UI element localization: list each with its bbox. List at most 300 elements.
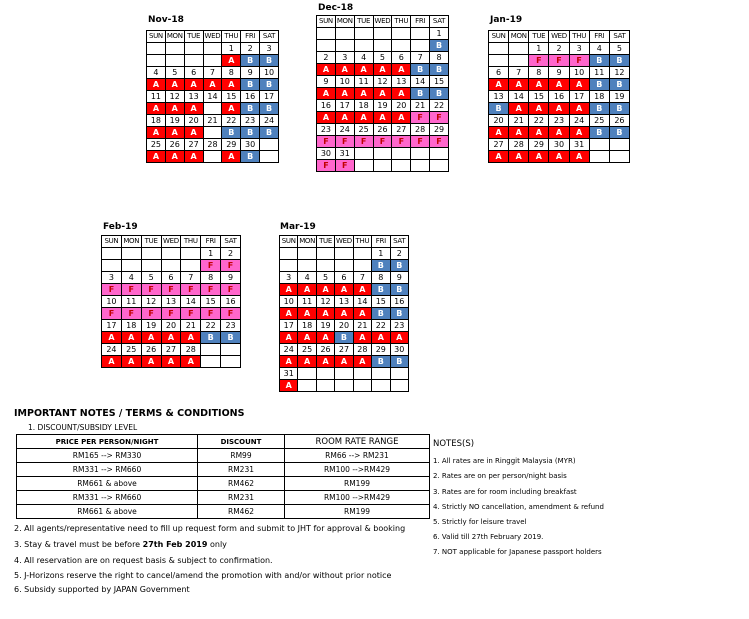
date-cell: 2 [549,43,569,55]
date-cell: 28 [509,139,529,151]
date-cell: 16 [549,91,569,103]
rate-code-cell: A [549,103,569,115]
date-cell: 19 [316,320,334,332]
date-cell [317,28,336,40]
date-cell: 29 [372,344,390,356]
date-cell: 14 [411,76,430,88]
rate-code-cell: A [280,380,298,392]
rate-code-cell: A [147,127,166,139]
date-cell: 9 [241,67,260,79]
right-notes-title: NOTES(S) [433,439,475,449]
rate-code-cell: A [509,127,529,139]
weekday-header: FRI [241,31,260,43]
rate-code-cell: B [372,260,390,272]
rate-code-cell: F [354,136,373,148]
rate-code-cell: F [141,284,161,296]
right-note-4: 4. Strictly NO cancellation, amendment & refund [433,503,604,511]
weekday-header: FRI [201,236,221,248]
table-row [17,505,430,519]
date-cell: 9 [221,272,241,284]
date-row [102,248,241,260]
date-cell: 7 [353,272,371,284]
term-6: 6. Subsidy supported by JAPAN Government [14,585,190,594]
date-cell: 25 [298,344,316,356]
date-cell: 20 [161,320,181,332]
date-cell: 7 [203,67,222,79]
date-cell [373,28,392,40]
rate-code-cell: F [411,136,430,148]
date-cell: 17 [102,320,122,332]
rate-code-cell: A [147,79,166,91]
date-cell [354,148,373,160]
date-cell [316,368,334,380]
weekday-header: FRI [372,236,390,248]
date-cell: 31 [335,148,354,160]
right-note-7: 7. NOT applicable for Japanese passport holders [433,548,602,556]
date-cell: 24 [569,115,589,127]
rate-code-cell: B [390,308,408,320]
rate-code-cell: A [569,103,589,115]
rate-code-cell [280,260,298,272]
rate-code-cell: A [203,79,222,91]
date-cell: 11 [589,67,609,79]
rates-header-row [17,435,430,449]
date-cell: 4 [147,67,166,79]
date-cell: 14 [181,296,201,308]
rate-code-cell: B [335,332,353,344]
rate-code-cell: A [280,284,298,296]
rate-code-cell: B [609,55,629,67]
date-cell: 8 [430,52,449,64]
date-cell: 3 [102,272,122,284]
rate-code-cell: F [221,284,241,296]
date-row [102,320,241,332]
table-row [17,477,430,491]
rate-code-row [147,55,279,67]
rate-code-cell [181,260,201,272]
date-cell: 11 [121,296,141,308]
weekday-header: FRI [589,31,609,43]
rate-code-cell: A [335,356,353,368]
rate-code-cell: A [280,356,298,368]
date-row [317,148,449,160]
date-cell: 5 [141,272,161,284]
date-cell [335,368,353,380]
date-cell: 29 [430,124,449,136]
date-cell [335,248,353,260]
calendar-title-mar19: Mar-19 [280,222,316,232]
date-cell: 4 [298,272,316,284]
date-cell: 15 [201,296,221,308]
rate-code-cell: A [373,112,392,124]
weekday-header: WED [373,16,392,28]
right-note-3: 3. Rates are for room including breakfast [433,488,577,496]
date-cell: 3 [335,52,354,64]
date-cell [392,148,411,160]
date-cell: 31 [280,368,298,380]
rate-code-cell [609,151,629,163]
rate-code-cell: F [161,308,181,320]
date-cell: 19 [165,115,184,127]
rate-code-cell: B [222,127,241,139]
weekday-header: TUE [184,31,203,43]
rate-code-cell: A [390,332,408,344]
rate-code-cell: B [609,79,629,91]
rate-code-cell: F [317,136,336,148]
price-cell: RM661 & above [17,477,198,491]
rate-code-cell: B [430,40,449,52]
date-cell: 10 [280,296,298,308]
rate-code-cell: A [165,151,184,163]
rate-code-cell: A [316,308,334,320]
date-cell: 19 [609,91,629,103]
date-cell [121,248,141,260]
weekday-header: TUE [316,236,334,248]
date-cell: 29 [529,139,549,151]
rate-code-cell: A [335,64,354,76]
date-cell: 1 [430,28,449,40]
date-cell: 10 [102,296,122,308]
rate-code-cell: A [298,284,316,296]
date-cell [430,148,449,160]
rate-code-cell: F [121,308,141,320]
date-cell: 20 [392,100,411,112]
date-row [317,124,449,136]
room-rate-cell: RM199 [285,477,430,491]
date-cell: 24 [280,344,298,356]
date-row [280,368,409,380]
room-rate-cell: RM66 --> RM231 [285,449,430,463]
rate-code-cell: A [316,332,334,344]
date-cell [102,248,122,260]
notes-heading: IMPORTANT NOTES / TERMS & CONDITIONS [14,408,245,419]
calendar-feb19 [101,235,241,368]
term-2: 2. All agents/representative need to fill up request form and submit to JHT for approval & booking [14,524,406,533]
rate-code-cell: A [529,151,549,163]
rate-code-cell: A [317,88,336,100]
weekday-header: WED [161,236,181,248]
weekday-header: WED [549,31,569,43]
date-cell: 27 [335,344,353,356]
price-header: PRICE PER PERSON/NIGHT [17,435,198,449]
date-cell: 18 [121,320,141,332]
calendar-title-feb19: Feb-19 [103,222,138,232]
date-cell [372,368,390,380]
date-cell: 20 [184,115,203,127]
date-cell: 18 [147,115,166,127]
rate-code-cell: A [161,332,181,344]
rate-code-cell: A [489,151,509,163]
rate-code-cell: F [121,284,141,296]
rate-code-cell [161,260,181,272]
date-cell: 26 [316,344,334,356]
date-cell: 22 [222,115,241,127]
date-cell: 13 [184,91,203,103]
rate-code-cell [335,40,354,52]
date-cell: 7 [181,272,201,284]
date-cell: 26 [165,139,184,151]
rate-code-cell: A [147,103,166,115]
discount-cell: RM231 [198,491,285,505]
term-4: 4. All reservation are on request basis & subject to confirmation. [14,556,273,565]
rate-code-cell: A [184,127,203,139]
date-cell: 30 [390,344,408,356]
rate-code-cell: A [353,308,371,320]
rate-code-cell: A [489,79,509,91]
weekday-header: MON [165,31,184,43]
rate-code-cell [203,127,222,139]
rate-code-cell [203,151,222,163]
date-cell: 14 [353,296,371,308]
rate-code-cell: B [372,356,390,368]
rate-code-cell [335,260,353,272]
rate-code-cell: A [549,127,569,139]
date-cell: 13 [335,296,353,308]
room-rate-cell: RM199 [285,505,430,519]
price-cell: RM661 & above [17,505,198,519]
rate-code-cell: A [280,332,298,344]
rate-code-cell: A [373,88,392,100]
rate-code-cell: A [569,127,589,139]
date-cell: 27 [392,124,411,136]
date-cell: 31 [569,139,589,151]
rate-code-cell: A [373,64,392,76]
rate-code-cell: F [569,55,589,67]
date-cell: 14 [509,91,529,103]
date-cell [298,368,316,380]
date-cell: 23 [390,320,408,332]
date-cell: 8 [222,67,241,79]
rate-code-cell: A [184,79,203,91]
date-cell: 25 [354,124,373,136]
rate-code-row [147,79,279,91]
rate-code-cell: B [241,103,260,115]
date-cell: 27 [161,344,181,356]
subsidy-heading: 1. DISCOUNT/SUBSIDY LEVEL [28,423,138,432]
date-cell: 22 [372,320,390,332]
date-cell: 24 [335,124,354,136]
rate-code-cell [203,55,222,67]
date-row [489,115,630,127]
date-cell: 12 [165,91,184,103]
rate-code-cell: A [509,151,529,163]
date-cell: 1 [222,43,241,55]
rate-code-cell: A [392,64,411,76]
rate-code-row [280,284,409,296]
rate-code-cell: B [241,151,260,163]
rate-code-cell: A [222,55,241,67]
rate-code-cell: B [430,64,449,76]
rate-code-cell: F [102,284,122,296]
date-cell [201,344,221,356]
rate-code-row [489,151,630,163]
rate-code-cell: A [317,112,336,124]
calendar-dec18 [316,15,449,172]
weekday-header: MON [509,31,529,43]
date-cell: 23 [241,115,260,127]
date-cell [316,248,334,260]
rate-code-cell [509,55,529,67]
rate-code-row [489,103,630,115]
discount-cell: RM99 [198,449,285,463]
rate-code-cell [298,260,316,272]
date-cell: 15 [222,91,241,103]
calendar-nov18 [146,30,279,163]
calendar-jan19 [488,30,630,163]
right-note-6: 6. Valid till 27th February 2019. [433,533,544,541]
rate-code-cell: A [165,103,184,115]
rate-code-cell: F [201,260,221,272]
date-cell: 5 [609,43,629,55]
rate-code-cell [392,160,411,172]
rate-code-cell: A [354,112,373,124]
date-cell: 21 [203,115,222,127]
date-cell: 2 [317,52,336,64]
rate-code-cell: A [165,127,184,139]
rate-code-cell: A [509,103,529,115]
date-cell [203,43,222,55]
rate-code-cell: A [181,356,201,368]
weekday-header: MON [121,236,141,248]
date-row [280,296,409,308]
rate-code-row [317,88,449,100]
date-cell: 3 [260,43,279,55]
term-3-text: 3. Stay & travel must be before [14,540,143,549]
date-cell [181,248,201,260]
date-cell: 27 [184,139,203,151]
rate-code-cell: B [589,55,609,67]
date-row [317,28,449,40]
date-cell: 22 [529,115,549,127]
date-cell [141,248,161,260]
date-cell: 15 [529,91,549,103]
weekday-header: TUE [141,236,161,248]
weekday-header: THU [569,31,589,43]
rate-code-cell: F [181,284,201,296]
weekday-header: SAT [430,16,449,28]
date-cell [489,43,509,55]
term-3-date: 27th Feb 2019 [142,540,208,549]
rate-code-cell [411,40,430,52]
rate-code-row [102,308,241,320]
rate-code-cell: F [201,308,221,320]
date-cell: 22 [201,320,221,332]
rate-code-cell [335,380,353,392]
date-row [280,320,409,332]
rate-code-row [147,103,279,115]
date-cell: 27 [489,139,509,151]
rate-code-cell: B [201,332,221,344]
date-cell: 22 [430,100,449,112]
rate-code-cell: A [529,127,549,139]
date-cell [353,368,371,380]
date-cell: 15 [430,76,449,88]
date-cell [353,248,371,260]
date-cell: 16 [221,296,241,308]
calendar-title-dec18: Dec-18 [318,3,354,13]
rate-code-cell: B [609,127,629,139]
rate-code-cell [201,356,221,368]
date-cell: 1 [201,248,221,260]
rate-code-cell: F [335,160,354,172]
date-cell: 14 [203,91,222,103]
rate-code-row [489,127,630,139]
date-cell: 7 [509,67,529,79]
date-cell [509,43,529,55]
date-row [280,248,409,260]
date-cell: 8 [201,272,221,284]
rate-code-cell: A [372,332,390,344]
rate-code-cell [354,160,373,172]
rate-code-row [102,260,241,272]
calendar-mar19 [279,235,409,392]
weekday-header: WED [203,31,222,43]
date-row [147,67,279,79]
rate-code-cell: B [390,356,408,368]
date-row [102,296,241,308]
date-cell: 21 [411,100,430,112]
weekday-header: THU [222,31,241,43]
date-cell: 9 [390,272,408,284]
date-cell: 8 [372,272,390,284]
rate-code-cell: B [260,127,279,139]
date-cell: 10 [335,76,354,88]
rate-code-cell: A [316,356,334,368]
rate-code-cell: B [390,284,408,296]
date-cell: 4 [121,272,141,284]
date-row [147,43,279,55]
rate-code-cell: F [317,160,336,172]
rate-code-cell [121,260,141,272]
weekday-header-row [102,236,241,248]
date-cell: 6 [184,67,203,79]
right-note-2: 2. Rates are on per person/night basis [433,472,567,480]
price-cell: RM165 --> RM330 [17,449,198,463]
rate-code-cell: A [222,79,241,91]
weekday-header: TUE [354,16,373,28]
date-cell: 20 [489,115,509,127]
date-cell: 3 [569,43,589,55]
rate-code-cell [316,380,334,392]
date-cell: 28 [203,139,222,151]
date-cell: 13 [489,91,509,103]
rate-code-cell [373,160,392,172]
rate-code-cell: A [298,332,316,344]
date-cell [260,139,279,151]
rate-code-row [147,127,279,139]
rate-code-cell: A [121,332,141,344]
date-row [147,91,279,103]
date-cell [221,344,241,356]
date-cell: 19 [373,100,392,112]
rate-code-cell: F [201,284,221,296]
rate-code-cell [392,40,411,52]
rate-code-cell: A [392,88,411,100]
rate-code-cell [298,380,316,392]
date-cell: 25 [589,115,609,127]
rate-code-cell: B [241,127,260,139]
date-cell: 12 [373,76,392,88]
weekday-header: THU [353,236,371,248]
rate-code-cell: A [335,88,354,100]
rate-code-cell: A [222,151,241,163]
weekday-header: SUN [317,16,336,28]
weekday-header: SUN [280,236,298,248]
date-cell: 18 [298,320,316,332]
rate-code-cell: A [354,88,373,100]
rate-code-cell: B [589,103,609,115]
rate-code-row [280,332,409,344]
